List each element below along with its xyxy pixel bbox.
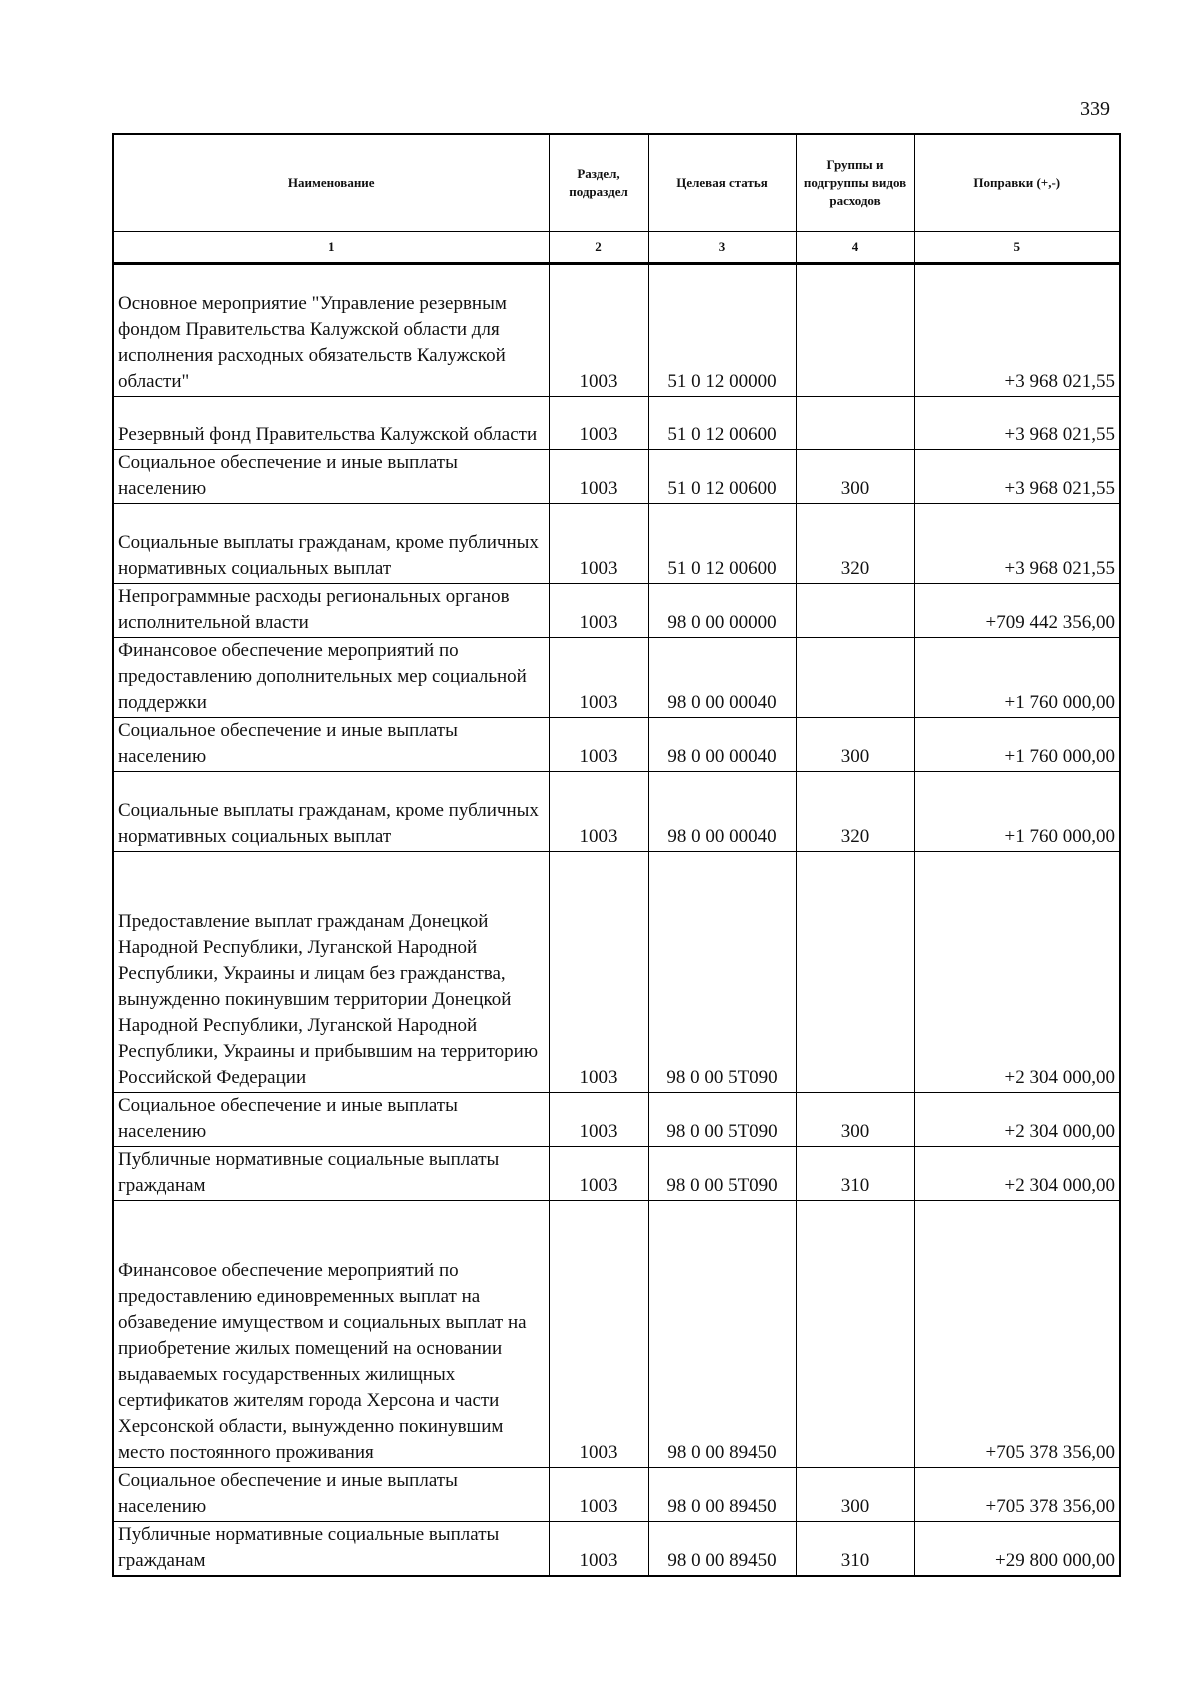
row-target: 98 0 00 00040 xyxy=(648,638,796,718)
row-amount: +2 304 000,00 xyxy=(914,1093,1120,1147)
row-section: 1003 xyxy=(549,397,648,450)
row-amount: +3 968 021,55 xyxy=(914,397,1120,450)
column-number: 3 xyxy=(648,232,796,264)
budget-table xyxy=(112,133,1121,1577)
row-group: 300 xyxy=(796,1468,914,1522)
row-group: 300 xyxy=(796,1093,914,1147)
row-group xyxy=(796,264,914,397)
row-group xyxy=(796,397,914,450)
table-row xyxy=(113,450,1120,504)
row-name: Основное мероприятие "Управление резервным фондом Правительства Калужской области для исполнения расходных обязательств Калужской области" xyxy=(113,264,549,397)
row-target: 98 0 00 00040 xyxy=(648,772,796,852)
row-name: Социальное обеспечение и иные выплаты населению xyxy=(113,1093,549,1147)
row-amount: +2 304 000,00 xyxy=(914,852,1120,1093)
row-name: Социальные выплаты гражданам, кроме публичных нормативных социальных выплат xyxy=(113,772,549,852)
table-row xyxy=(113,1147,1120,1201)
row-target: 51 0 12 00600 xyxy=(648,504,796,584)
row-amount: +705 378 356,00 xyxy=(914,1468,1120,1522)
row-section: 1003 xyxy=(549,504,648,584)
row-target: 98 0 00 00000 xyxy=(648,584,796,638)
row-group xyxy=(796,852,914,1093)
row-section: 1003 xyxy=(549,638,648,718)
row-target: 51 0 12 00600 xyxy=(648,397,796,450)
table-row xyxy=(113,1201,1120,1468)
table-row xyxy=(113,852,1120,1093)
row-target: 98 0 00 89450 xyxy=(648,1201,796,1468)
table-row xyxy=(113,397,1120,450)
row-target: 98 0 00 00040 xyxy=(648,718,796,772)
row-group: 310 xyxy=(796,1147,914,1201)
row-target: 98 0 00 89450 xyxy=(648,1468,796,1522)
row-name: Социальное обеспечение и иные выплаты населению xyxy=(113,450,549,504)
header-amendments: Поправки (+,-) xyxy=(914,134,1120,232)
row-target: 98 0 00 5Т090 xyxy=(648,1147,796,1201)
row-amount: +29 800 000,00 xyxy=(914,1522,1120,1577)
row-section: 1003 xyxy=(549,1201,648,1468)
row-target: 98 0 00 5Т090 xyxy=(648,852,796,1093)
row-section: 1003 xyxy=(549,1093,648,1147)
row-amount: +705 378 356,00 xyxy=(914,1201,1120,1468)
row-target: 98 0 00 5Т090 xyxy=(648,1093,796,1147)
row-group xyxy=(796,1201,914,1468)
table-row xyxy=(113,1522,1120,1577)
row-name: Предоставление выплат гражданам Донецкой Народной Республики, Луганской Народной Республики, Украины и лицам без гражданства, вынужденно покинувшим территории Донецкой Народной Республики, Луганской Народной Республики, Украины и прибывшим на территорию Российской Федерации xyxy=(113,852,549,1093)
table-row xyxy=(113,1468,1120,1522)
row-section: 1003 xyxy=(549,1147,648,1201)
row-name: Социальное обеспечение и иные выплаты населению xyxy=(113,1468,549,1522)
row-name: Финансовое обеспечение мероприятий по предоставлению единовременных выплат на обзаведение имуществом и социальных выплат на приобретение жилых помещений на основании выдаваемых государственных жилищных сертификатов жителям города Херсона и части Херсонской области, вынужденно покинувшим место постоянного проживания xyxy=(113,1201,549,1468)
row-section: 1003 xyxy=(549,450,648,504)
row-target: 98 0 00 89450 xyxy=(648,1522,796,1577)
row-amount: +1 760 000,00 xyxy=(914,718,1120,772)
row-amount: +1 760 000,00 xyxy=(914,772,1120,852)
table-row xyxy=(113,504,1120,584)
row-amount: +709 442 356,00 xyxy=(914,584,1120,638)
table-row xyxy=(113,638,1120,718)
row-group xyxy=(796,638,914,718)
row-name: Публичные нормативные социальные выплаты гражданам xyxy=(113,1147,549,1201)
row-name: Социальные выплаты гражданам, кроме публичных нормативных социальных выплат xyxy=(113,504,549,584)
row-amount: +3 968 021,55 xyxy=(914,450,1120,504)
header-section: Раздел, подраздел xyxy=(549,134,648,232)
table-row xyxy=(113,264,1120,397)
row-group: 300 xyxy=(796,450,914,504)
row-section: 1003 xyxy=(549,718,648,772)
row-group: 310 xyxy=(796,1522,914,1577)
row-amount: +1 760 000,00 xyxy=(914,638,1120,718)
row-name: Финансовое обеспечение мероприятий по предоставлению дополнительных мер социальной поддержки xyxy=(113,638,549,718)
table-row xyxy=(113,718,1120,772)
row-section: 1003 xyxy=(549,264,648,397)
row-name: Социальное обеспечение и иные выплаты населению xyxy=(113,718,549,772)
table-row xyxy=(113,1093,1120,1147)
row-group: 320 xyxy=(796,772,914,852)
row-section: 1003 xyxy=(549,1522,648,1577)
row-group: 300 xyxy=(796,718,914,772)
row-name: Непрограммные расходы региональных органов исполнительной власти xyxy=(113,584,549,638)
column-number: 5 xyxy=(914,232,1120,264)
header-target: Целевая статья xyxy=(648,134,796,232)
column-number: 4 xyxy=(796,232,914,264)
row-section: 1003 xyxy=(549,772,648,852)
row-target: 51 0 12 00000 xyxy=(648,264,796,397)
row-amount: +3 968 021,55 xyxy=(914,264,1120,397)
row-name: Публичные нормативные социальные выплаты гражданам xyxy=(113,1522,549,1577)
table-row xyxy=(113,772,1120,852)
header-group: Группы и подгруппы видов расходов xyxy=(796,134,914,232)
table-header-row xyxy=(113,134,1120,232)
row-target: 51 0 12 00600 xyxy=(648,450,796,504)
table-row xyxy=(113,584,1120,638)
row-section: 1003 xyxy=(549,584,648,638)
row-group: 320 xyxy=(796,504,914,584)
row-name: Резервный фонд Правительства Калужской области xyxy=(113,397,549,450)
header-name: Наименование xyxy=(113,134,549,232)
row-section: 1003 xyxy=(549,1468,648,1522)
page-number: 339 xyxy=(1080,98,1110,120)
column-number: 2 xyxy=(549,232,648,264)
column-number: 1 xyxy=(113,232,549,264)
row-amount: +3 968 021,55 xyxy=(914,504,1120,584)
row-group xyxy=(796,584,914,638)
column-number-row xyxy=(113,232,1120,264)
row-section: 1003 xyxy=(549,852,648,1093)
row-amount: +2 304 000,00 xyxy=(914,1147,1120,1201)
